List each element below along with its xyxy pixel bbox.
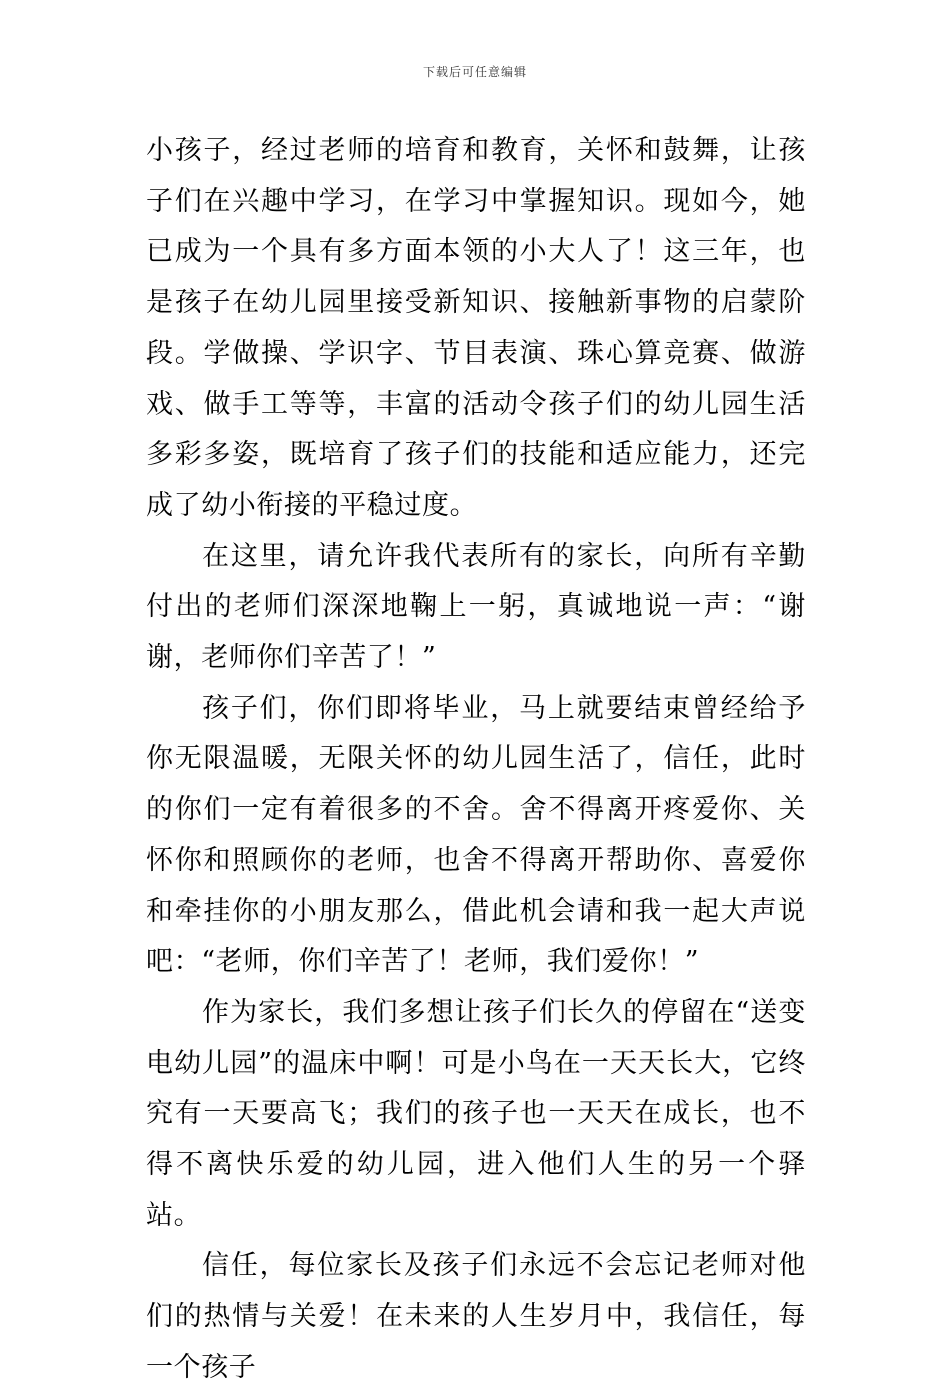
page-header-note: 下载后可任意编辑	[422, 65, 527, 79]
document-body	[146, 126, 806, 1394]
paragraph-1: 小孩子，经过老师的培育和教育，关怀和鼓舞，让孩子们在兴趣中学习，在学习中掌握知识。现如今，她已成为一个具有多方面本领的小大人了！这三年，也是孩子在幼儿园里接受新知识、接触新事物的启蒙阶段。学做操、学识字、节目表演、珠心算竞赛、做游戏、做手工等等，丰富的活动令孩子们的幼儿园生活多彩多姿，既培育了孩子们的技能和适应能力，还完成了幼小衔接的平稳过度。	[146, 135, 806, 521]
paragraph-4: 作为家长，我们多想让孩子们长久的停留在“送变电幼儿园”的温床中啊！可是小鸟在一天天长大，它终究有一天要高飞；我们的孩子也一天天在成长，也不得不离快乐爱的幼儿园，进入他们人生的另一个驿站。	[146, 996, 806, 1231]
paragraph-3: 孩子们，你们即将毕业，马上就要结束曾经给予你无限温暖，无限关怀的幼儿园生活了，信任，此时的你们一定有着很多的不舍。舍不得离开疼爱你、关怀你和照顾你的老师，也舍不得离开帮助你、喜爱你和牵挂你的小朋友那么，借此机会请和我一起大声说吧：“老师，你们辛苦了！老师，我们爱你！”	[146, 692, 806, 978]
paragraph-2: 在这里，请允许我代表所有的家长，向所有辛勤付出的老师们深深地鞠上一躬，真诚地说一声：“谢谢，老师你们辛苦了！”	[146, 540, 806, 674]
paragraph-5: 信任，每位家长及孩子们永远不会忘记老师对他们的热情与关爱！在未来的人生岁月中，我信任，每一个孩子	[146, 1250, 806, 1383]
